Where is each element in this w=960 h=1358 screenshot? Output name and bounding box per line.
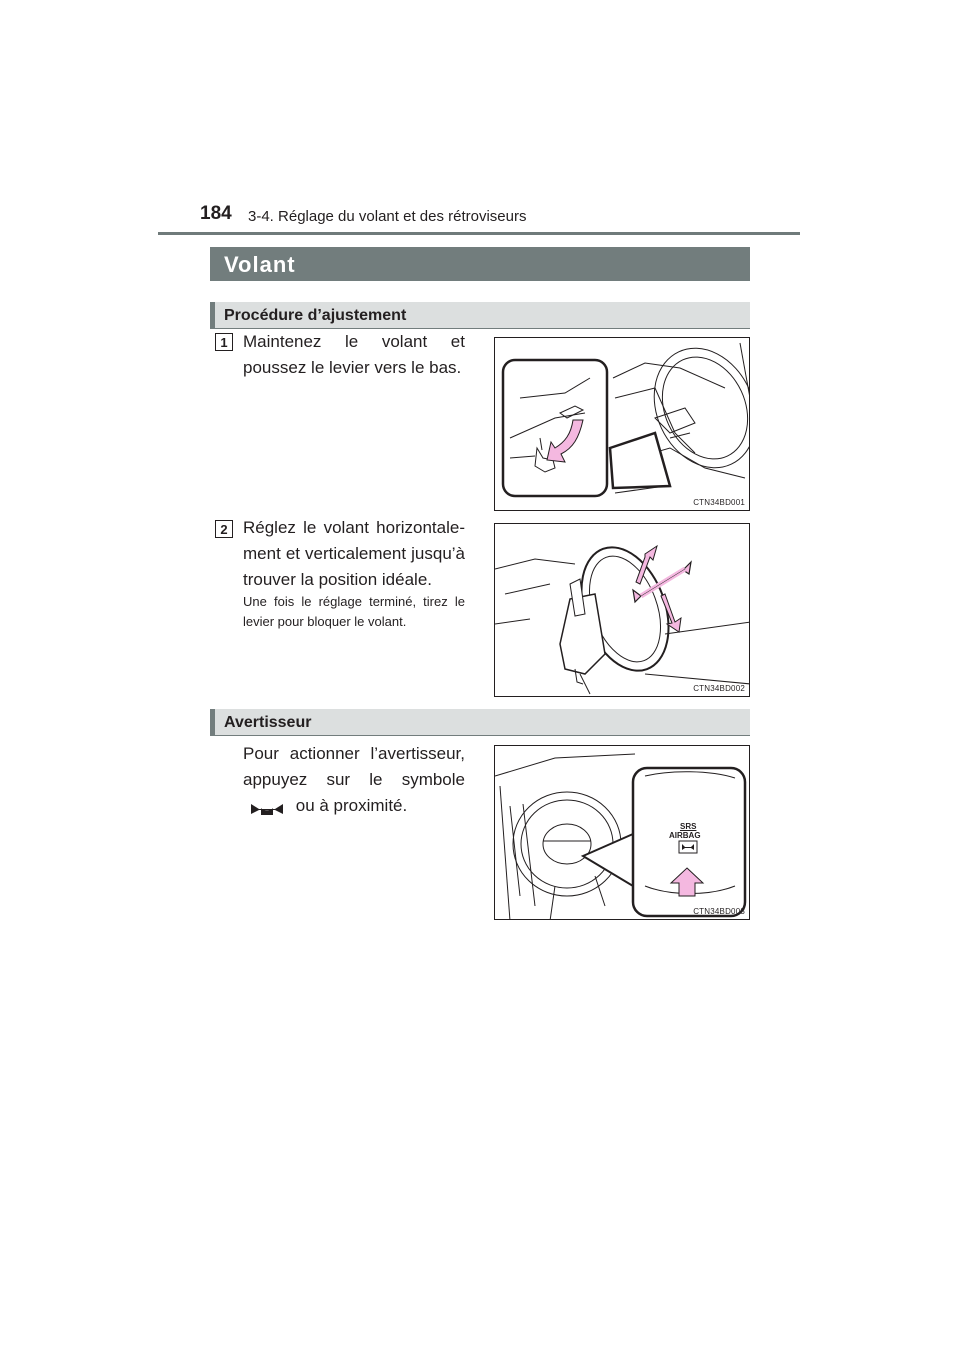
- horn-text-after: ou à proximité.: [295, 796, 408, 815]
- page-number: 184: [200, 203, 232, 224]
- step-1-text: Maintenez le volant et poussez le levier vers le bas.: [243, 332, 465, 377]
- horn-icon: [249, 799, 285, 815]
- subsection-horn-title: Avertisseur: [210, 709, 750, 736]
- figure-lever: [494, 337, 750, 511]
- step-2-text: Réglez le volant horizontale-ment et verticalement jusqu’à trouver la position idéale.: [243, 518, 465, 589]
- figure-horn: [494, 745, 750, 920]
- subsection-adjust-title: Procédure d’ajustement: [210, 302, 750, 329]
- step-1-number: 1: [215, 333, 233, 351]
- step-2-number: 2: [215, 520, 233, 538]
- figure-3-code: CTN34BD003: [693, 907, 745, 916]
- horn-text: [243, 741, 465, 819]
- header-rule: [158, 232, 800, 235]
- figure-2-code: CTN34BD002: [693, 684, 745, 693]
- arrow-down-icon: [661, 594, 681, 632]
- horn-text-before: Pour actionner l’avertisseur, appuyez sur le symbole: [243, 744, 465, 789]
- figure-tilt: [494, 523, 750, 697]
- step-2-note: Une fois le réglage terminé, tirez le levier pour bloquer le volant.: [243, 594, 465, 629]
- section-title: Volant: [210, 247, 750, 281]
- chapter-title: 3-4. Réglage du volant et des rétroviseurs: [248, 208, 527, 225]
- figure-1-code: CTN34BD001: [693, 498, 745, 507]
- srs-label: SRS: [680, 822, 697, 831]
- airbag-label: AIRBAG: [669, 831, 701, 840]
